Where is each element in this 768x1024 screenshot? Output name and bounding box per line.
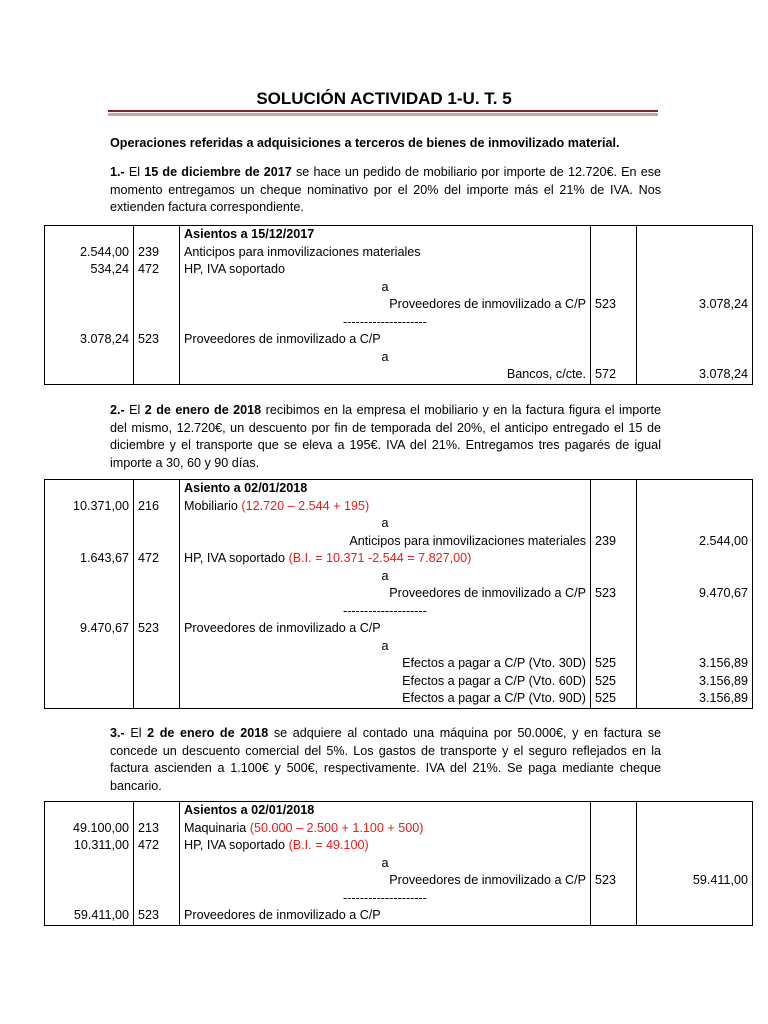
calculation-note: (50.000 – 2.500 + 1.100 + 500) [249, 820, 424, 835]
credit-account-cell [591, 480, 637, 498]
credit-amount [637, 890, 753, 908]
entry-row [45, 568, 753, 586]
debit-amount [45, 673, 134, 691]
entry-concept: a [381, 855, 389, 870]
entry-heading: Asientos a 02/01/2018 [180, 802, 591, 820]
entry-concept-cell [180, 550, 591, 568]
credit-account-code [591, 907, 637, 925]
journal-entry-table-1 [44, 225, 753, 385]
debit-account-code [134, 690, 180, 708]
debit-amount-cell [45, 226, 134, 244]
debit-account-cell [134, 802, 180, 820]
entry-row [45, 366, 753, 384]
entry-concept: -------------------- [343, 314, 427, 329]
debit-amount [45, 515, 134, 533]
entry-concept: a [381, 638, 389, 653]
entry-concept-cell [180, 603, 591, 621]
debit-amount-cell [45, 480, 134, 498]
debit-amount [45, 638, 134, 656]
debit-account-code: 523 [134, 331, 180, 349]
debit-amount [45, 314, 134, 332]
credit-amount: 3.078,24 [637, 296, 753, 314]
entry-row [45, 279, 753, 297]
entry-concept: Proveedores de inmovilizado a C/P [389, 873, 586, 887]
debit-amount [45, 655, 134, 673]
credit-account-code: 239 [591, 533, 637, 551]
entry-row [45, 244, 753, 262]
debit-account-code [134, 638, 180, 656]
entry-concept-cell [180, 533, 591, 551]
entry-heading-row [45, 226, 753, 244]
credit-amount: 3.156,89 [637, 655, 753, 673]
entry-concept-cell [180, 690, 591, 708]
debit-account-code [134, 349, 180, 367]
calculation-note: (B.I. = 10.371 -2.544 = 7.827,00) [288, 551, 472, 565]
entry-concept-cell [180, 872, 591, 890]
entry-concept-cell [180, 890, 591, 908]
credit-account-code: 525 [591, 673, 637, 691]
credit-account-code: 523 [591, 296, 637, 314]
entry-row [45, 890, 753, 908]
entry-concept-cell [180, 296, 591, 314]
debit-account-code [134, 533, 180, 551]
debit-account-code [134, 655, 180, 673]
entry-row [45, 620, 753, 638]
credit-amount [637, 820, 753, 838]
debit-account-code [134, 314, 180, 332]
debit-amount: 9.470,67 [45, 620, 134, 638]
debit-amount [45, 568, 134, 586]
entry-concept: Anticipos para inmovilizaciones materiales [349, 533, 586, 548]
entry-concept-cell [180, 655, 591, 673]
entry-row [45, 638, 753, 656]
entry-concept: HP, IVA soportado [184, 838, 286, 852]
debit-amount-cell [45, 802, 134, 820]
debit-account-code [134, 890, 180, 908]
section-number: 1.- [110, 165, 125, 179]
entry-concept-cell [180, 498, 591, 516]
credit-amount-cell [637, 480, 753, 498]
section-2-statement: 2.- El 2 de enero de 2018 recibimos en la empresa el mobiliario y en la factura figura el importe del mismo, 12.720€, un descuento por fin de temporada del 20%, el anticipo entregado el 15 de diciembre y el transporte que se eleva a 195€. IVA del 21%. Entregamos tres pagarés de igual importe a 30, 60 y 90 días. [110, 403, 662, 470]
entry-concept-cell [180, 837, 591, 855]
subtitle: Operaciones referidas a adquisiciones a terceros de bienes de inmovilizado material. [110, 136, 620, 150]
entry-concept-cell [180, 279, 591, 297]
entry-row [45, 820, 753, 838]
credit-amount: 9.470,67 [637, 585, 753, 603]
entry-concept-cell [180, 331, 591, 349]
credit-amount-cell [637, 802, 753, 820]
credit-account-code [591, 820, 637, 838]
debit-amount: 59.411,00 [45, 907, 134, 925]
credit-amount: 59.411,00 [637, 872, 753, 890]
debit-account-code: 472 [134, 837, 180, 855]
page-title: SOLUCIÓN ACTIVIDAD 1-U. T. 5 [256, 89, 512, 108]
debit-account-code [134, 568, 180, 586]
entry-row [45, 837, 753, 855]
credit-account-code [591, 279, 637, 297]
credit-amount: 2.544,00 [637, 533, 753, 551]
credit-amount [637, 261, 753, 279]
debit-account-code: 523 [134, 907, 180, 925]
entry-row [45, 603, 753, 621]
entry-row [45, 261, 753, 279]
credit-account-code [591, 638, 637, 656]
credit-amount [637, 550, 753, 568]
debit-account-code [134, 296, 180, 314]
entry-row [45, 550, 753, 568]
section-date: 2 de enero de 2018 [147, 726, 269, 740]
credit-account-code [591, 890, 637, 908]
section-1-statement: 1.- El 15 de diciembre de 2017 se hace un pedido de mobiliario por importe de 12.720€. En ese momento entregamos un cheque nominativo por el 20% del importe más el 21% de IVA. Nos extienden factura correspondiente. [110, 165, 662, 214]
debit-account-code: 239 [134, 244, 180, 262]
section-number: 2.- [110, 403, 125, 417]
credit-account-code [591, 331, 637, 349]
entry-heading: Asiento a 02/01/2018 [180, 480, 591, 498]
entry-row [45, 690, 753, 708]
credit-account-code: 572 [591, 366, 637, 384]
entry-concept-cell [180, 907, 591, 925]
entry-concept: -------------------- [343, 890, 427, 905]
debit-account-code: 472 [134, 261, 180, 279]
credit-account-code [591, 550, 637, 568]
credit-amount [637, 498, 753, 516]
entry-concept-cell [180, 568, 591, 586]
entry-heading: Asientos a 15/12/2017 [180, 226, 591, 244]
debit-account-code: 472 [134, 550, 180, 568]
title-divider [108, 110, 658, 117]
journal-entry-table-3 [44, 801, 753, 926]
debit-amount [45, 872, 134, 890]
debit-amount: 3.078,24 [45, 331, 134, 349]
credit-account-code [591, 603, 637, 621]
credit-amount [637, 314, 753, 332]
entry-concept-cell [180, 244, 591, 262]
debit-amount [45, 603, 134, 621]
credit-amount: 3.156,89 [637, 690, 753, 708]
debit-amount: 1.643,67 [45, 550, 134, 568]
entry-row [45, 872, 753, 890]
debit-account-code: 216 [134, 498, 180, 516]
entry-concept-cell [180, 366, 591, 384]
credit-account-code [591, 515, 637, 533]
credit-account-code [591, 855, 637, 873]
entry-row [45, 855, 753, 873]
entry-concept-cell [180, 855, 591, 873]
journal-entry-table-2 [44, 479, 753, 709]
entry-concept: Efectos a pagar a C/P (Vto. 90D) [402, 691, 586, 705]
entry-row [45, 349, 753, 367]
credit-account-code [591, 314, 637, 332]
debit-amount [45, 533, 134, 551]
debit-account-code [134, 515, 180, 533]
debit-amount [45, 690, 134, 708]
credit-amount: 3.078,24 [637, 366, 753, 384]
debit-amount: 534,24 [45, 261, 134, 279]
entry-row [45, 331, 753, 349]
entry-row [45, 655, 753, 673]
credit-account-code: 525 [591, 655, 637, 673]
entry-concept-cell [180, 638, 591, 656]
entry-heading-row [45, 802, 753, 820]
entry-concept: Maquinaria [184, 820, 247, 835]
entry-concept-cell [180, 515, 591, 533]
entry-concept: HP, IVA soportado [184, 262, 286, 276]
entry-row [45, 296, 753, 314]
debit-account-code [134, 872, 180, 890]
entry-concept: Bancos, c/cte. [506, 367, 586, 381]
credit-account-code [591, 244, 637, 262]
credit-amount [637, 638, 753, 656]
entry-concept: Proveedores de inmovilizado a C/P [184, 621, 381, 635]
debit-amount [45, 349, 134, 367]
debit-amount [45, 890, 134, 908]
debit-account-code: 213 [134, 820, 180, 838]
credit-amount: 3.156,89 [637, 673, 753, 691]
entry-concept: Proveedores de inmovilizado a C/P [184, 908, 381, 922]
credit-amount [637, 515, 753, 533]
debit-amount [45, 585, 134, 603]
entry-concept: a [381, 516, 389, 530]
debit-account-code [134, 855, 180, 873]
section-date: 15 de diciembre de 2017 [144, 165, 292, 179]
calculation-note: (B.I. = 49.100) [288, 838, 369, 852]
credit-amount [637, 855, 753, 873]
credit-account-code [591, 620, 637, 638]
credit-amount [637, 603, 753, 621]
debit-account-code [134, 366, 180, 384]
credit-amount [637, 837, 753, 855]
credit-account-code [591, 498, 637, 516]
debit-amount: 2.544,00 [45, 244, 134, 262]
entry-concept: Efectos a pagar a C/P (Vto. 30D) [402, 656, 586, 670]
credit-account-cell [591, 802, 637, 820]
debit-account-code: 523 [134, 620, 180, 638]
credit-amount [637, 620, 753, 638]
entry-concept-cell [180, 620, 591, 638]
entry-concept: Efectos a pagar a C/P (Vto. 60D) [402, 673, 586, 688]
debit-account-code [134, 279, 180, 297]
credit-account-code [591, 837, 637, 855]
entry-row [45, 515, 753, 533]
credit-account-code: 525 [591, 690, 637, 708]
debit-account-code [134, 603, 180, 621]
calculation-note: (12.720 – 2.544 + 195) [241, 498, 370, 513]
debit-account-cell [134, 480, 180, 498]
debit-amount [45, 296, 134, 314]
section-date: 2 de enero de 2018 [144, 403, 262, 417]
entry-concept: a [381, 568, 389, 583]
section-3-statement: 3.- El 2 de enero de 2018 se adquiere al contado una máquina por 50.000€, y en factura se concede un descuento comercial del 5%. Los gastos de transporte y el seguro reflejados en la factura ascienden a 1.100€ y 500€, respectivamente. IVA del 21%. Se paga mediante cheque bancario. [110, 726, 662, 793]
debit-account-code [134, 673, 180, 691]
entry-row [45, 907, 753, 925]
entry-concept-cell [180, 585, 591, 603]
debit-amount [45, 855, 134, 873]
entry-concept: Proveedores de inmovilizado a C/P [184, 332, 381, 346]
debit-account-cell [134, 226, 180, 244]
section-number: 3.- [110, 726, 125, 740]
entry-concept: a [381, 349, 389, 364]
entry-row [45, 673, 753, 691]
credit-account-code [591, 568, 637, 586]
credit-account-cell [591, 226, 637, 244]
credit-account-code: 523 [591, 585, 637, 603]
credit-account-code [591, 261, 637, 279]
debit-amount: 10.371,00 [45, 498, 134, 516]
entry-concept: Anticipos para inmovilizaciones materiales [184, 244, 421, 259]
entry-concept-cell [180, 261, 591, 279]
entry-concept: -------------------- [343, 603, 427, 618]
entry-concept: HP, IVA soportado [184, 551, 286, 565]
credit-amount [637, 907, 753, 925]
entry-row [45, 314, 753, 332]
entry-concept: a [381, 279, 389, 294]
debit-amount: 49.100,00 [45, 820, 134, 838]
credit-amount-cell [637, 226, 753, 244]
credit-account-code: 523 [591, 872, 637, 890]
debit-amount [45, 279, 134, 297]
entry-row [45, 533, 753, 551]
entry-concept-cell [180, 349, 591, 367]
credit-amount [637, 331, 753, 349]
credit-amount [637, 568, 753, 586]
credit-account-code [591, 349, 637, 367]
debit-amount: 10.311,00 [45, 837, 134, 855]
entry-heading-row [45, 480, 753, 498]
entry-row [45, 585, 753, 603]
entry-concept: Proveedores de inmovilizado a C/P [389, 586, 586, 600]
debit-account-code [134, 585, 180, 603]
credit-amount [637, 349, 753, 367]
entry-concept-cell [180, 673, 591, 691]
credit-amount [637, 279, 753, 297]
entry-row [45, 498, 753, 516]
entry-concept: Mobiliario [184, 498, 238, 513]
entry-concept-cell [180, 820, 591, 838]
entry-concept-cell [180, 314, 591, 332]
debit-amount [45, 366, 134, 384]
entry-concept: Proveedores de inmovilizado a C/P [389, 297, 586, 311]
credit-amount [637, 244, 753, 262]
